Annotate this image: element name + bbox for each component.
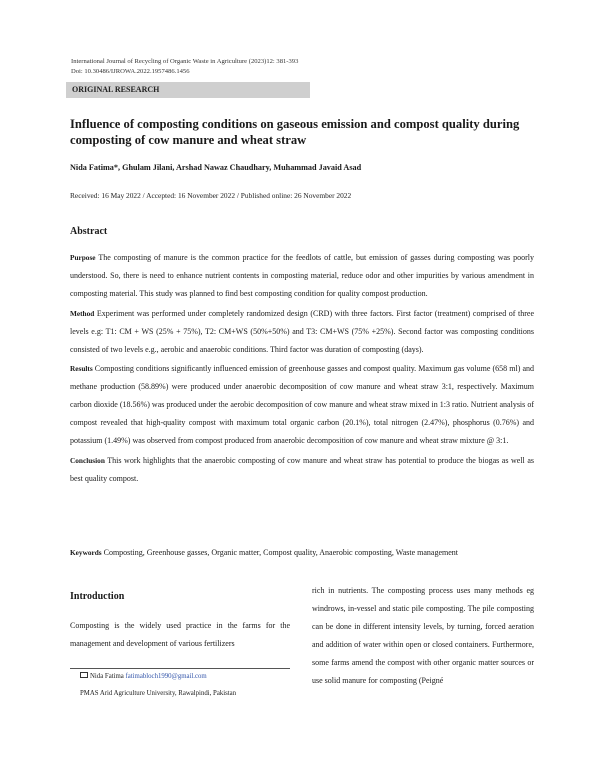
introduction-heading: Introduction bbox=[70, 591, 125, 602]
introduction-col2: rich in nutrients. The composting process uses many methods eg windrows, in-vessel and static pile composting. The pile composting can be done in different intensity levels, by turning, forced aeration and addition of water within open or closed containers. Furthermore, some farms amend the compost with other organic matter sources or use solid manure for composting (Peigné bbox=[312, 586, 534, 685]
abstract-body bbox=[70, 249, 534, 490]
footnote-divider bbox=[70, 668, 290, 669]
article-title: Influence of composting conditions on gaseous emission and compost quality during composting of cow manure and wheat straw bbox=[70, 117, 520, 147]
keywords-label: Keywords bbox=[70, 548, 102, 557]
doi: Doi: 10.30486/IJROWA.2022.1957486.1456 bbox=[71, 68, 190, 75]
footnote-author-name: Nida Fatima bbox=[90, 673, 124, 680]
introduction-col1: Composting is the widely used practice in the farms for the management and development of various fertilizers bbox=[70, 621, 290, 648]
envelope-icon bbox=[80, 672, 88, 678]
abstract-method bbox=[70, 305, 534, 359]
results-label: Results bbox=[70, 364, 93, 374]
abstract-conclusion bbox=[70, 452, 534, 488]
results-text: Composting conditions significantly influenced emission of greenhouse gasses and compost quality. Maximum gas volume (658 ml) and methane production (58.89%) were produced under anaerobic decomposition of cow manure and wheat straw 3:1, respectively. Maximum carbon dioxide (18.56%) was produced under the aerobic decomposition of cow manure and wheat straw mixed in 1:3 ratio. Nutrient analysis of compost revealed that high-quality compost with maximum total organic carbon (20.1%), total nitrogen (2.47%), phosphorus (0.76%) and potassium (1.49%) was observed from compost produced from anaerobic decomposition of cow manure and wheat straw mixture @ 3:1. bbox=[70, 364, 535, 446]
purpose-label: Purpose bbox=[70, 253, 96, 262]
conclusion-label: Conclusion bbox=[70, 455, 105, 465]
corresponding-author bbox=[80, 672, 207, 680]
author-email-link[interactable]: fatimabloch1990@gmail.com bbox=[125, 673, 207, 680]
keywords-text: Composting, Greenhouse gasses, Organic matter, Compost quality, Anaerobic composting, Waste management bbox=[103, 548, 458, 557]
publication-dates: Received: 16 May 2022 / Accepted: 16 November 2022 / Published online: 26 November 2022 bbox=[70, 191, 352, 200]
keywords bbox=[70, 544, 534, 562]
method-text: Experiment was performed under completely randomized design (CRD) with three factors. First factor (treatment) comprised of three levels e.g: T1: CM + WS (25% + 75%), T2: CM+WS (50%+50%) and T3: CM+WS (75% +25%). Second factor was composting conditions consisted of two levels e.g., aerobic and anaerobic conditions. Third factor was duration of composting (days). bbox=[70, 308, 535, 354]
conclusion-text: This work highlights that the anaerobic composting of cow manure and wheat straw has potential to produce the biogas as well as best quality compost. bbox=[70, 455, 534, 483]
author-list: Nida Fatima*, Ghulam Jilani, Arshad Nawaz Chaudhary, Muhammad Javaid Asad bbox=[70, 163, 362, 172]
abstract-purpose bbox=[70, 249, 534, 303]
purpose-text: The composting of manure is the common practice for the feedlots of cattle, but emission of gasses during composting was poorly understood. So, there is need to enhance nutrient contents in composting material, reduce odor and other impurities by various amendment in composting material. This study was planned to find best composting condition for quality compost production. bbox=[70, 253, 534, 298]
method-label: Method bbox=[70, 308, 95, 318]
journal-header bbox=[71, 57, 298, 77]
abstract-results bbox=[70, 360, 534, 450]
abstract-heading: Abstract bbox=[70, 226, 108, 237]
section-banner: ORIGINAL RESEARCH bbox=[66, 82, 310, 98]
author-affiliation: PMAS Arid Agriculture University, Rawalpindi, Pakistan bbox=[80, 690, 237, 697]
journal-citation: International Journal of Recycling of Organic Waste in Agriculture (2023)12: 381-393 bbox=[71, 58, 299, 65]
